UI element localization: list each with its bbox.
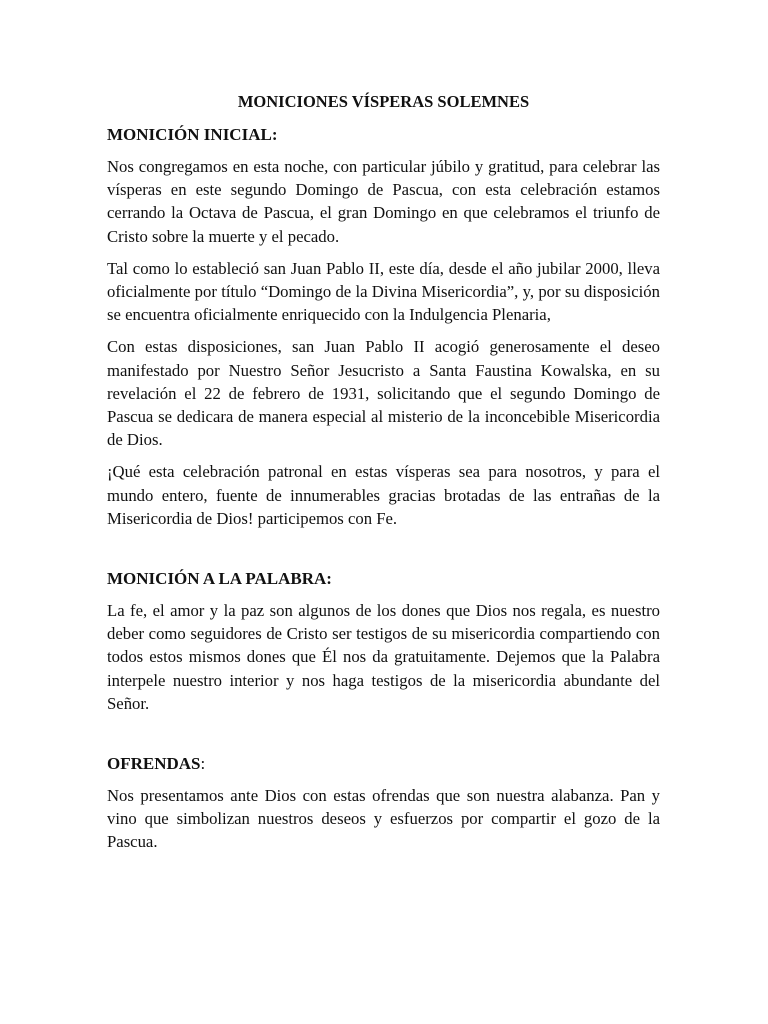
section-heading-monicion-palabra: MONICIÓN A LA PALABRA: xyxy=(107,569,332,589)
paragraph-palabra-1: La fe, el amor y la paz son algunos de los dones que Dios nos regala, es nuestro deber como seguidores de Cristo ser testigos de su misericordia compartiendo con todos estos mismos dones que Él nos da gratuitamente. Dejemos que la Palabra interpele nuestro interior y nos haga testigos de la misericordia abundante del Señor. xyxy=(107,601,660,713)
paragraph-inicial-4: ¡Qué esta celebración patronal en estas vísperas sea para nosotros, y para el mundo entero, fuente de innumerables gracias brotadas de las entrañas de la Misericordia de Dios! participemos con Fe. xyxy=(107,462,660,528)
paragraph-ofrendas-1: Nos presentamos ante Dios con estas ofrendas que son nuestra alabanza. Pan y vino que simbolizan nuestros deseos y esfuerzos por compartir el gozo de la Pascua. xyxy=(107,786,660,852)
paragraph-inicial-3: Con estas disposiciones, san Juan Pablo II acogió generosamente el deseo manifestado por Nuestro Señor Jesucristo a Santa Faustina Kowalska, en su revelación el 22 de febrero de 1931, solicitando que el segundo Domingo de Pascua se dedicara de manera especial al misterio de la inconcebible Misericordia de Dios. xyxy=(107,337,660,450)
document-page xyxy=(107,91,660,863)
paragraph-inicial-1: Nos congregamos en esta noche, con particular júbilo y gratitud, para celebrar las vísperas en este segundo Domingo de Pascua, con esta celebración estamos cerrando la Octava de Pascua, el gran Domingo en que celebramos el triunfo de Cristo sobre la muerte y el pecado. xyxy=(107,157,660,246)
ofrendas-heading-text: OFRENDAS xyxy=(107,754,201,774)
document-title: MONICIONES VÍSPERAS SOLEMNES xyxy=(237,92,530,111)
paragraph-inicial-2: Tal como lo estableció san Juan Pablo II, este día, desde el año jubilar 2000, lleva oficialmente por título “Domingo de la Divina Misericordia”, y, por su disposición se encuentra oficialmente enriquecido con la Indulgencia Plenaria, xyxy=(107,258,660,325)
ofrendas-heading-colon: : xyxy=(200,754,206,774)
section-heading-monicion-inicial: MONICIÓN INICIAL: xyxy=(107,125,278,144)
section-heading-ofrendas xyxy=(107,752,660,775)
